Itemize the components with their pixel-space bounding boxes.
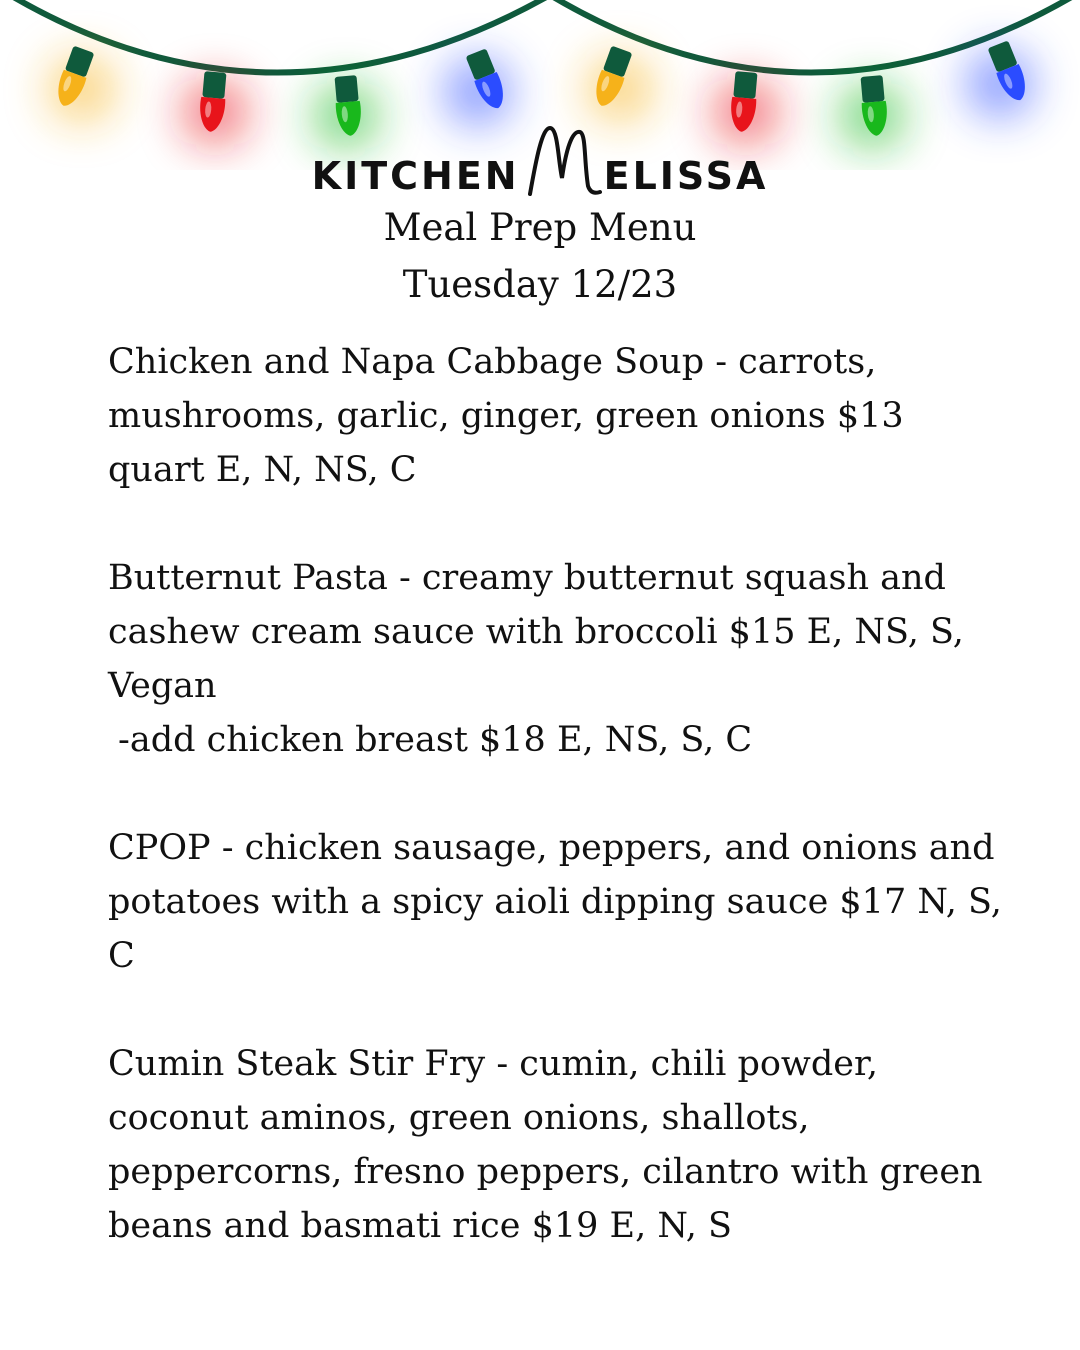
light-wire — [10, 0, 1075, 73]
logo — [0, 120, 1080, 198]
logo-m-mark — [524, 120, 602, 198]
menu-item — [108, 551, 1008, 767]
menu-item-text: Cumin Steak Stir Fry - cumin, chili powder, coconut aminos, green onions, shallots, peppercorns, fresno peppers, cilantro with green beans and basmati rice $19 E, N, S — [108, 1044, 983, 1246]
menu-item-text: Butternut Pasta - creamy butternut squash and cashew cream sauce with broccoli $15 E, NS, S, Vegan — [108, 558, 964, 706]
header — [0, 120, 1080, 312]
menu-title: Meal Prep Menu — [383, 206, 697, 249]
logo-melissa-text: ELISSA — [603, 154, 769, 198]
menu-list — [108, 335, 1008, 1307]
menu-item — [108, 335, 1008, 497]
menu-item — [108, 1037, 1008, 1253]
menu-item-addon: -add chicken breast $18 E, NS, S, C — [118, 720, 753, 760]
menu-item — [108, 821, 1008, 983]
menu-item-text: Chicken and Napa Cabbage Soup - carrots, mushrooms, garlic, ginger, green onions $13 quart E, N, NS, C — [108, 342, 904, 490]
menu-date: Tuesday 12/23 — [402, 263, 678, 306]
menu-item-text: CPOP - chicken sausage, peppers, and onions and potatoes with a spicy aioli dipping sauce $17 N, S, C — [108, 828, 1002, 976]
logo-kitchen-text: KITCHEN — [311, 154, 520, 198]
